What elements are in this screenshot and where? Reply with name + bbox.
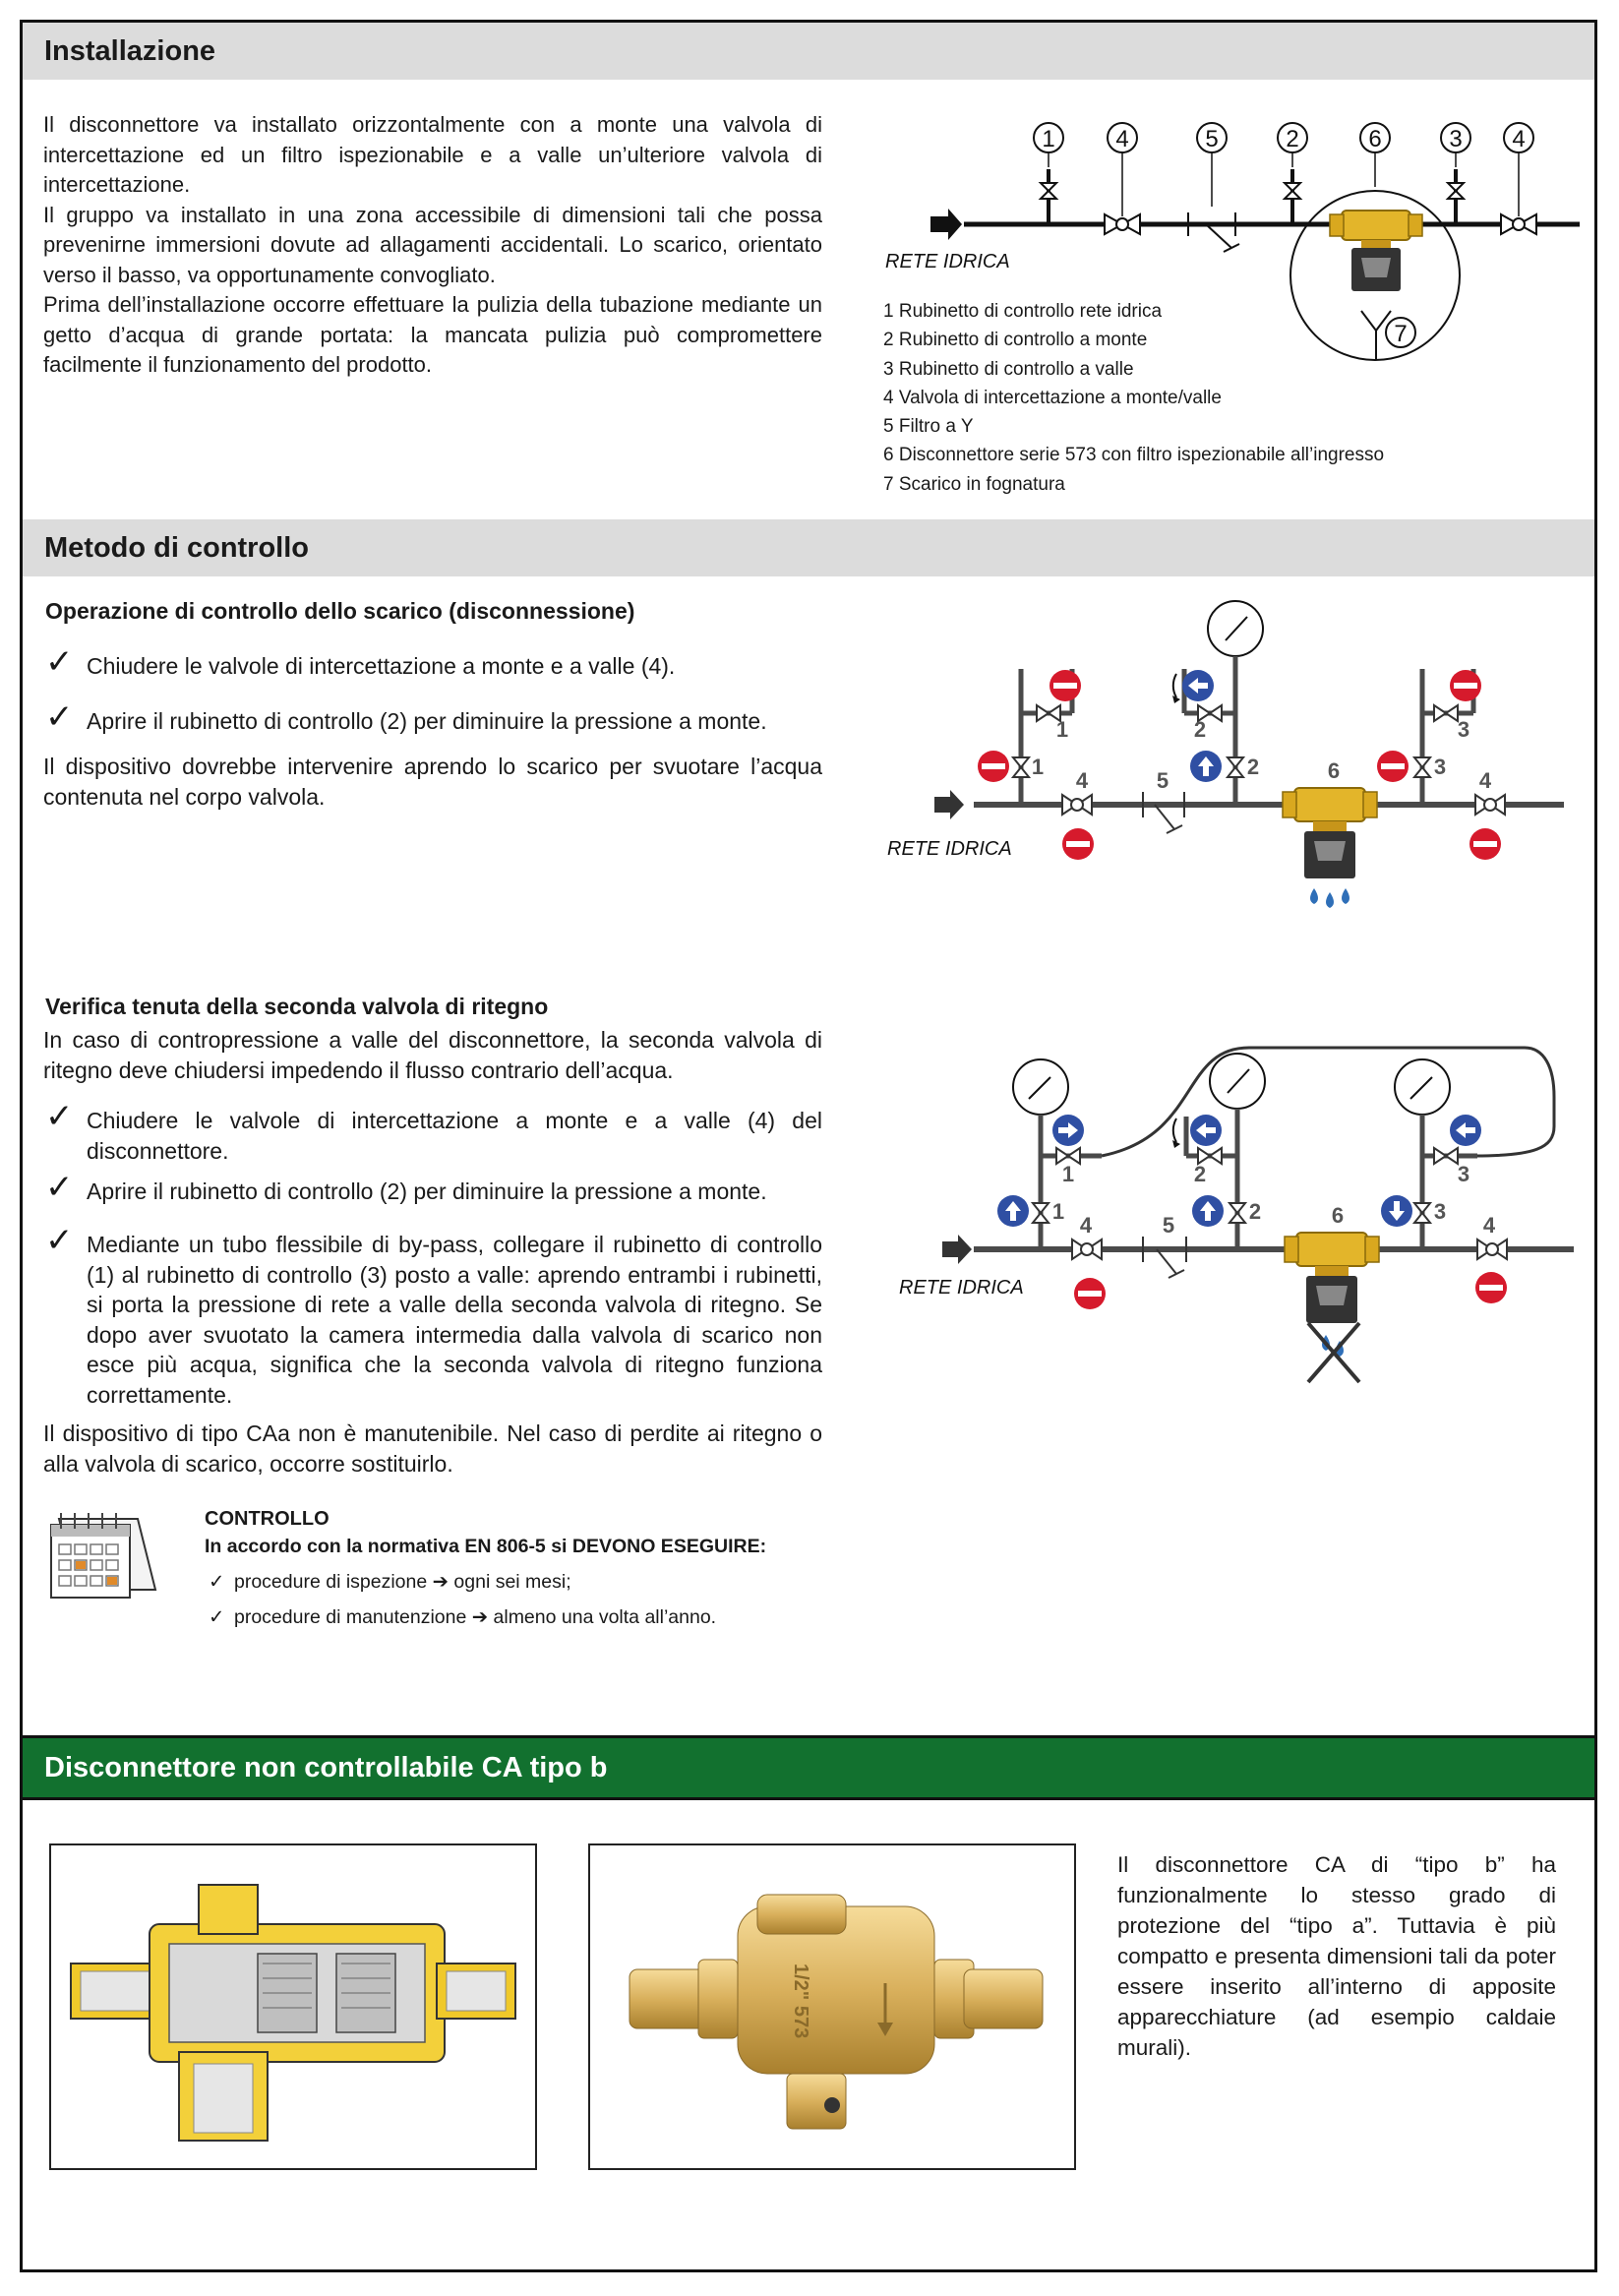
no-discharge-icon bbox=[1308, 1323, 1359, 1382]
open-arrow-icon bbox=[1182, 670, 1214, 701]
arrow-right-icon: ➔ bbox=[471, 1606, 489, 1628]
stop-icon bbox=[1062, 828, 1094, 860]
intro-text: In caso di contropressione a valle del disconnettore, la seconda valvola di ritegno deve chiudersi impedendo il flusso contrario dell’acqua. bbox=[43, 1027, 822, 1083]
diagram-label: 2 bbox=[1248, 1199, 1262, 1224]
open-arrow-icon bbox=[997, 1195, 1029, 1227]
open-arrow-icon bbox=[1190, 751, 1222, 782]
test-cock-icon bbox=[1414, 757, 1430, 777]
check-step bbox=[45, 1098, 822, 1166]
paragraph: Prima dell’installazione occorre effettuare la pulizia della tubazione mediante un getto d’acqua di grande portata: la mancata pulizia può compromettere facilmente il funzionamento del prodotto. bbox=[43, 292, 822, 377]
test-cock-icon bbox=[1414, 1203, 1430, 1223]
control-intro: In accordo con la normativa EN 806-5 si DEVONO ESEGUIRE: bbox=[205, 1536, 767, 1557]
disconnettore-text: Il disconnettore CA di “tipo b” ha funzionalmente lo stesso grado di protezione del “tipo a”. Tuttavia è più compatto e presenta dimensioni tali da poter essere inserito all’interno di apposite apparecchiature (ad esempio caldaie murali). bbox=[1117, 1852, 1556, 2060]
check-icon: ✓ bbox=[45, 698, 74, 736]
test-cock-icon bbox=[1228, 757, 1243, 777]
diagram-label: 1 bbox=[1061, 1162, 1075, 1186]
diagram-label: 2 bbox=[1246, 755, 1260, 779]
bypass-hose bbox=[1102, 1048, 1554, 1156]
check-icon: ✓ bbox=[45, 1098, 74, 1135]
diagram-number: 4 bbox=[1115, 126, 1129, 152]
y-filter-icon bbox=[1188, 212, 1239, 252]
diagram-label: 1 bbox=[1051, 1199, 1065, 1224]
control-item bbox=[205, 1568, 766, 1596]
note-text: Il dispositivo dovrebbe intervenire aprendo lo scarico per svuotare l’acqua contenuta nel corpo valvola. bbox=[43, 754, 822, 810]
step-text: Aprire il rubinetto di controllo (2) per diminuire la pressione a monte. bbox=[87, 1178, 767, 1204]
cutaway-drawing bbox=[51, 1845, 535, 2168]
legend-item: 2 Rubinetto di controllo a monte bbox=[883, 330, 1148, 351]
step-text: Mediante un tubo flessibile di by-pass, collegare il rubinetto di controllo (1) al rubinetto di controllo (3) posto a valle: aprendo entrambi i rubinetti, si porta la pressione di rete a valle della seconda valvola di ritegno. Se dopo aver svuotato la camera intermedia dalla valvola di scarico non esce più acqua, significa che la seconda valvola di ritegno funziona correttamente. bbox=[87, 1232, 822, 1408]
open-arrow-icon bbox=[1192, 1195, 1224, 1227]
disconnector-icon bbox=[1330, 211, 1422, 291]
section-header-metodo bbox=[23, 519, 1594, 576]
step-text: Chiudere le valvole di intercettazione a monte e a valle (4). bbox=[87, 653, 676, 679]
diagram-label: 1 bbox=[1055, 717, 1069, 742]
diagram-number: 3 bbox=[1449, 126, 1463, 152]
diagram-label: 2 bbox=[1193, 717, 1207, 742]
inlet-arrow-icon bbox=[942, 1235, 972, 1264]
diagram-label: 3 bbox=[1433, 1199, 1447, 1224]
stop-icon bbox=[1450, 670, 1481, 701]
step-text: Chiudere le valvole di intercettazione a monte e a valle (4) del disconnettore. bbox=[87, 1108, 822, 1164]
test-cock-icon bbox=[1013, 757, 1029, 777]
tick-icon: ✓ bbox=[209, 1606, 225, 1628]
check-step bbox=[45, 698, 822, 737]
inlet-label: RETE IDRICA bbox=[887, 838, 1012, 860]
check-icon: ✓ bbox=[45, 1169, 74, 1206]
product-image-box bbox=[588, 1843, 1076, 2170]
control-item-label: procedure di manutenzione bbox=[234, 1606, 467, 1628]
tick-icon: ✓ bbox=[209, 1571, 225, 1593]
open-arrow-icon bbox=[1381, 1195, 1412, 1227]
diagram-label: 4 bbox=[1075, 768, 1089, 793]
diagram-label: 4 bbox=[1482, 1213, 1496, 1238]
installation-legend bbox=[883, 297, 1384, 499]
discharge-test-diagram bbox=[875, 595, 1593, 930]
control-item-value: almeno una volta all’anno. bbox=[493, 1606, 717, 1628]
check-step bbox=[45, 643, 822, 682]
subsection-title: Operazione di controllo dello scarico (disconnessione) bbox=[45, 598, 635, 624]
arrow-right-icon: ➔ bbox=[432, 1571, 449, 1593]
control-box bbox=[205, 1505, 766, 1631]
diagram-number: 5 bbox=[1205, 126, 1219, 152]
stop-icon bbox=[978, 751, 1009, 782]
diagram-label: 4 bbox=[1478, 768, 1492, 793]
section-title: Installazione bbox=[44, 34, 216, 67]
step-text: Aprire il rubinetto di controllo (2) per diminuire la pressione a monte. bbox=[87, 708, 767, 734]
inlet-arrow-icon bbox=[930, 209, 962, 240]
diagram-number: 7 bbox=[1394, 321, 1408, 347]
cutaway-image-box bbox=[49, 1843, 537, 2170]
test-cock-icon bbox=[1229, 1203, 1245, 1223]
subsection-title: Verifica tenuta della seconda valvola di ritegno bbox=[45, 994, 549, 1019]
check-valve-test-diagram bbox=[875, 1028, 1593, 1392]
stop-icon bbox=[1475, 1272, 1507, 1303]
section-header-installazione bbox=[23, 23, 1594, 80]
test-cock-icon bbox=[1434, 705, 1458, 721]
check-icon: ✓ bbox=[45, 643, 74, 681]
control-item bbox=[205, 1603, 766, 1631]
check-step bbox=[45, 1169, 822, 1207]
legend-item: 6 Disconnettore serie 573 con filtro ispezionabile all’ingresso bbox=[883, 445, 1385, 466]
diagram-label: 5 bbox=[1156, 768, 1169, 793]
test-cock-icon bbox=[1434, 1148, 1458, 1164]
diagram-label: 3 bbox=[1457, 717, 1470, 742]
legend-item: 3 Rubinetto di controllo a valle bbox=[883, 358, 1134, 380]
diagram-number: 4 bbox=[1512, 126, 1526, 152]
installazione-text bbox=[43, 110, 822, 381]
y-filter-icon bbox=[1143, 792, 1184, 833]
paragraph: Il gruppo va installato in una zona accessibile di dimensioni tali che possa prevenirne immersioni dovute ad allagamenti accidentali. Lo scarico, orientato verso il basso, va opportunamente convogliato. bbox=[43, 202, 822, 287]
inlet-label: RETE IDRICA bbox=[899, 1277, 1024, 1299]
control-title: CONTROLLO bbox=[205, 1508, 330, 1530]
inlet-label: RETE IDRICA bbox=[885, 251, 1010, 272]
test-cock-icon bbox=[1448, 183, 1464, 199]
note-text: Il dispositivo di tipo CAa non è manutenibile. Nel caso di perdite ai ritegno o alla valvola di scarico, occorre sostituirlo. bbox=[43, 1420, 822, 1477]
disconnector-icon bbox=[1285, 1233, 1379, 1323]
stop-icon bbox=[1049, 670, 1081, 701]
section-header-disconnettore bbox=[23, 1735, 1594, 1800]
diagram-label: 3 bbox=[1457, 1162, 1470, 1186]
calendar-icon bbox=[45, 1505, 161, 1603]
product-marking: 1/2" 573 bbox=[790, 1964, 811, 2039]
test-cock-icon bbox=[1041, 183, 1056, 199]
legend-item: 4 Valvola di intercettazione a monte/valle bbox=[883, 387, 1222, 408]
disconnector-icon bbox=[1283, 788, 1377, 878]
diagram-label: 5 bbox=[1162, 1213, 1175, 1238]
legend-item: 1 Rubinetto di controllo rete idrica bbox=[883, 301, 1163, 322]
test-cock-icon bbox=[1285, 183, 1300, 199]
diagram-number: 6 bbox=[1368, 126, 1382, 152]
control-item-label: procedure di ispezione bbox=[234, 1571, 428, 1593]
control-item-value: ogni sei mesi; bbox=[453, 1571, 571, 1593]
inlet-arrow-icon bbox=[934, 790, 964, 819]
legend-item: 7 Scarico in fognatura bbox=[883, 473, 1065, 495]
stop-icon bbox=[1377, 751, 1409, 782]
test-cock-icon bbox=[1033, 1203, 1049, 1223]
product-drawing bbox=[590, 1845, 1074, 2168]
open-arrow-icon bbox=[1190, 1115, 1222, 1146]
diagram-label: 3 bbox=[1433, 755, 1447, 779]
diagram-label: 6 bbox=[1331, 1203, 1345, 1228]
section-title: Metodo di controllo bbox=[44, 531, 310, 564]
diagram-label: 4 bbox=[1079, 1213, 1093, 1238]
stop-icon bbox=[1469, 828, 1501, 860]
diagram-number: 2 bbox=[1286, 126, 1299, 152]
paragraph: Il disconnettore va installato orizzontalmente con a monte una valvola di intercettazione ed un filtro ispezionabile e a valle un’ulteriore valvola di intercettazione. bbox=[43, 112, 822, 197]
legend-item: 5 Filtro a Y bbox=[883, 416, 974, 438]
pressure-gauge-icon bbox=[1013, 1059, 1068, 1115]
water-drops-icon bbox=[1310, 888, 1349, 908]
pressure-gauge-icon bbox=[1210, 1054, 1265, 1109]
y-filter-icon bbox=[1143, 1237, 1186, 1278]
diagram-number: 1 bbox=[1042, 126, 1055, 152]
stop-icon bbox=[1074, 1278, 1106, 1309]
diagram-label: 2 bbox=[1193, 1162, 1207, 1186]
pressure-gauge-icon bbox=[1395, 1059, 1450, 1115]
open-arrow-icon bbox=[1450, 1115, 1481, 1146]
section-title: Disconnettore non controllabile CA tipo b bbox=[44, 1751, 608, 1783]
check-icon: ✓ bbox=[45, 1222, 74, 1259]
check-step bbox=[45, 1222, 822, 1410]
diagram-label: 6 bbox=[1327, 758, 1341, 783]
diagram-label: 1 bbox=[1031, 755, 1045, 779]
open-arrow-icon bbox=[1052, 1115, 1084, 1146]
